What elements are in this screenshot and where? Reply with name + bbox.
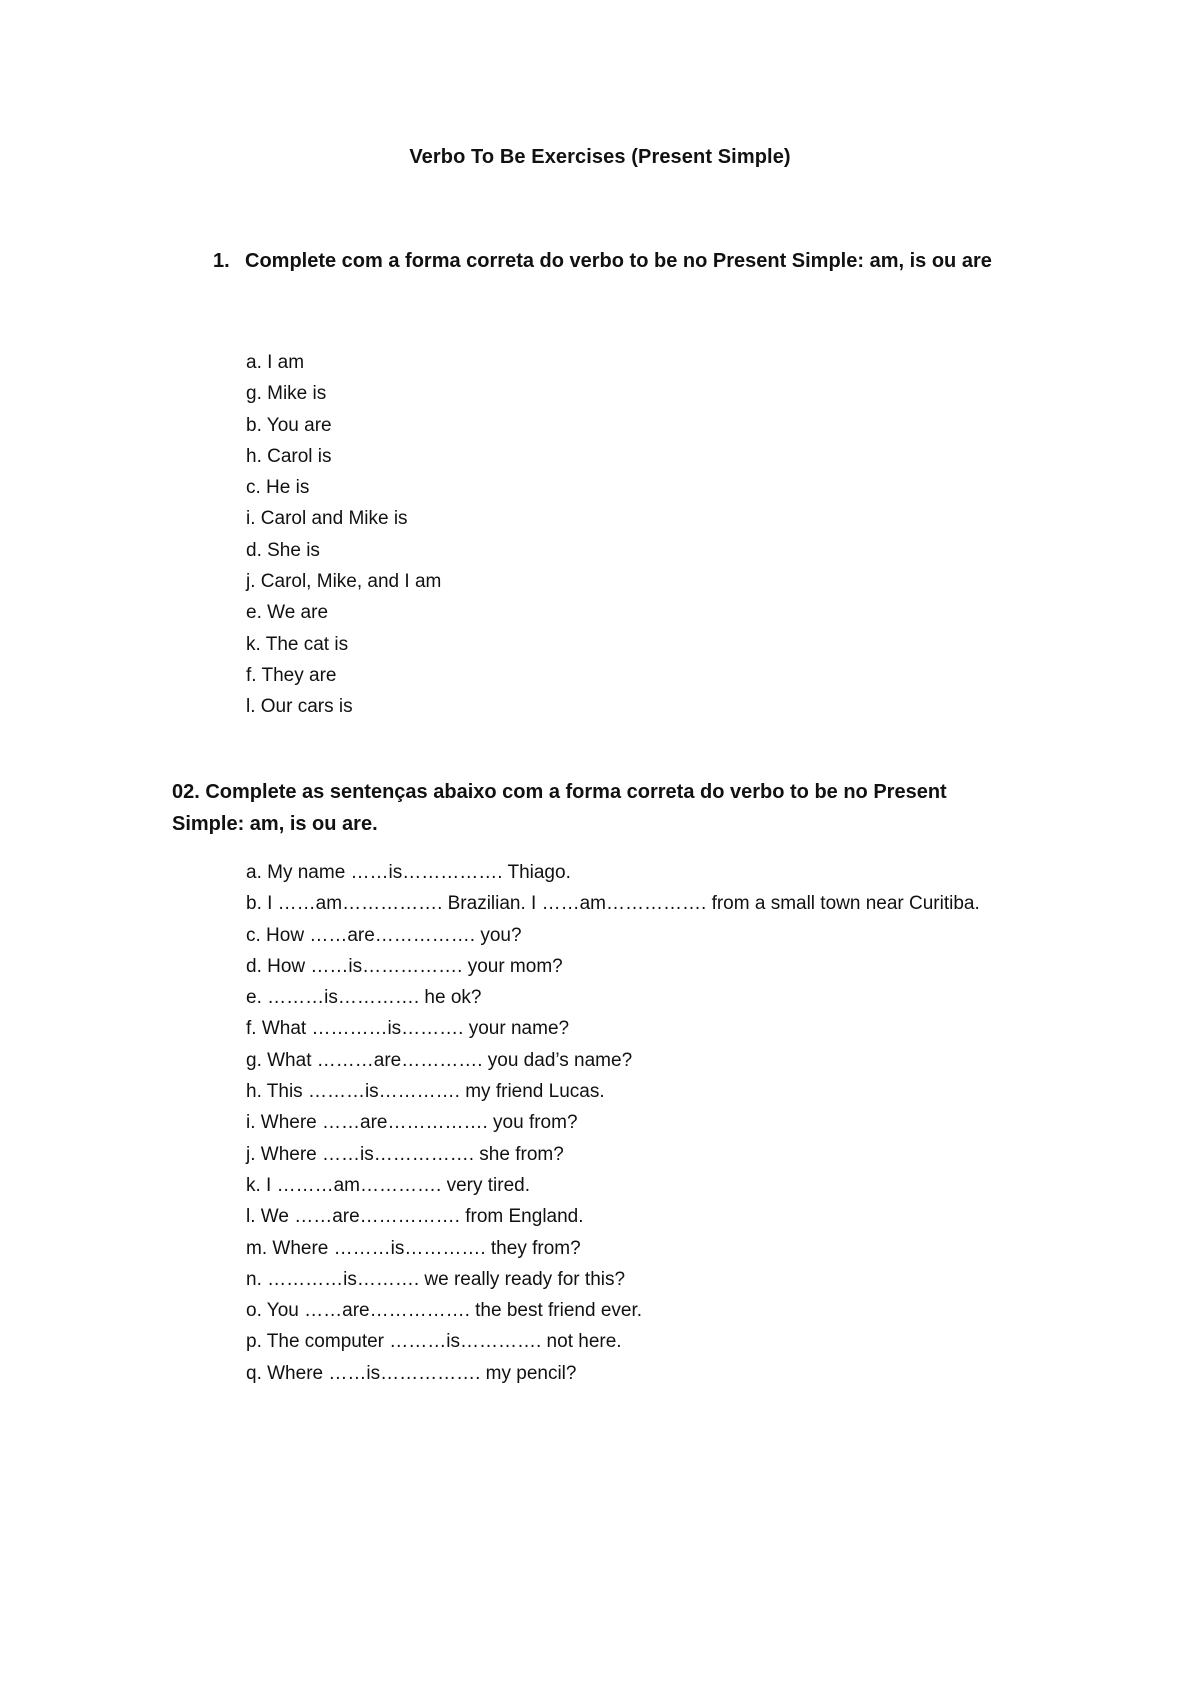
question-2-item: o. You ……are……………. the best friend ever. bbox=[246, 1300, 643, 1322]
question-1-list bbox=[246, 347, 441, 723]
question-1-item: g. Mike is bbox=[246, 383, 327, 405]
question-2-list bbox=[246, 857, 980, 1389]
question-2-item: h. This ………is…………. my friend Lucas. bbox=[246, 1081, 605, 1103]
question-2-item: i. Where ……are……………. you from? bbox=[246, 1112, 578, 1134]
question-1-item: b. You are bbox=[246, 414, 332, 436]
question-1-instruction: Complete com a forma correta do verbo to be no Present Simple: am, is ou are bbox=[245, 250, 992, 272]
question-2-item: k. I ………am…………. very tired. bbox=[246, 1174, 530, 1196]
question-1-item: i. Carol and Mike is bbox=[246, 508, 408, 530]
question-2-item: c. How ……are……………. you? bbox=[246, 924, 522, 946]
question-1-item: c. He is bbox=[246, 477, 310, 499]
question-1-item: h. Carol is bbox=[246, 445, 332, 467]
question-1-item: k. The cat is bbox=[246, 633, 349, 655]
question-2-item: d. How ……is……………. your mom? bbox=[246, 955, 563, 977]
question-2-item: a. My name ……is……………. Thiago. bbox=[246, 862, 571, 883]
question-2-item: e. ………is…………. he ok? bbox=[246, 987, 482, 1009]
question-2-item: n. …………is………. we really ready for this? bbox=[246, 1268, 626, 1290]
question-1-heading bbox=[213, 250, 992, 273]
question-2-item: g. What ………are…………. you dad’s name? bbox=[246, 1049, 633, 1071]
question-2-item: p. The computer ………is…………. not here. bbox=[246, 1331, 622, 1353]
question-2-item: f. What …………is………. your name? bbox=[246, 1018, 570, 1040]
question-1-item: f. They are bbox=[246, 664, 337, 686]
document-title: Verbo To Be Exercises (Present Simple) bbox=[409, 146, 791, 168]
question-2-item: b. I ……am……………. Brazilian. I ……am……………. from a small town near Curitiba. bbox=[246, 893, 980, 915]
question-1-item: l. Our cars is bbox=[246, 696, 353, 718]
question-2-item: m. Where ………is…………. they from? bbox=[246, 1237, 581, 1259]
question-1-item: a. I am bbox=[246, 352, 305, 373]
question-1-item: d. She is bbox=[246, 539, 320, 561]
question-2-item: j. Where ……is……………. she from? bbox=[246, 1143, 564, 1165]
question-2-heading: 02. Complete as sentenças abaixo com a forma correta do verbo to be no Present Simple: am, is ou are. bbox=[172, 781, 947, 835]
question-1-number: 1. bbox=[213, 250, 230, 272]
question-2-item: q. Where ……is……………. my pencil? bbox=[246, 1362, 577, 1384]
question-1-item: j. Carol, Mike, and I am bbox=[246, 571, 442, 593]
question-2-item: l. We ……are……………. from England. bbox=[246, 1206, 584, 1228]
question-1-item: e. We are bbox=[246, 602, 329, 624]
